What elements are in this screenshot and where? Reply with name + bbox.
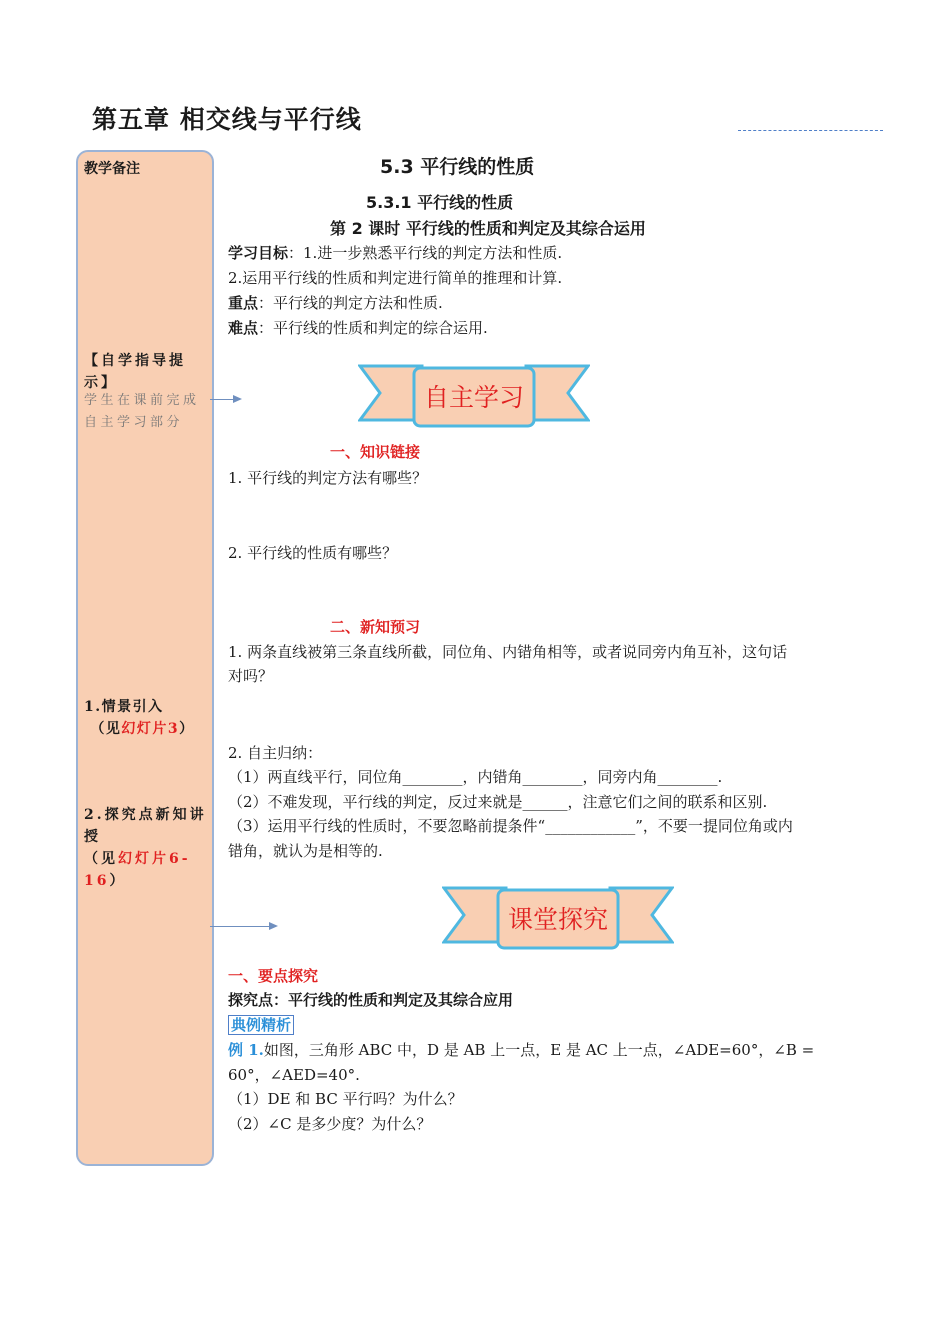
sidebar-item-explore — [84, 804, 208, 892]
banner-class-explore — [442, 884, 674, 952]
knowledge-link-heading: 一、知识链接 — [330, 443, 421, 461]
self-guide-heading: 【自学指导提示】 — [84, 353, 186, 391]
example-statement-cont: 60°，∠AED=40°. — [228, 1066, 360, 1084]
learning-goals: 学习目标：1.进一步熟悉平行线的判定方法和性质. — [228, 244, 563, 262]
chapter-title: 第五章 相交线与平行线 — [92, 105, 362, 134]
sidebar-item-ref: （见幻灯片3） — [90, 721, 195, 737]
question-item: 1. 两条直线被第三条直线所截，同位角、内错角相等，或者说同旁内角互补，这句话 — [228, 643, 788, 661]
section-title: 5.3 平行线的性质 — [380, 156, 535, 178]
summary-item: （1）两直线平行，同位角________，内错角________，同旁内角________. — [228, 768, 723, 786]
banner-label: 自主学习 — [423, 383, 525, 412]
sidebar-item-scenario — [84, 696, 208, 740]
key-point: 重点：平行线的判定方法和性质. — [228, 294, 443, 312]
explore-point: 探究点：平行线的性质和判定及其综合应用 — [228, 991, 514, 1009]
summary-item-cont: 错角，就认为是相等的. — [228, 842, 383, 860]
difficult-point: 难点：平行线的性质和判定的综合运用. — [228, 319, 488, 337]
arrow-right-icon — [210, 399, 240, 400]
sidebar-item-label: 2.探究点新知讲授 — [84, 807, 207, 845]
example-statement: 例 1.如图，三角形 ABC 中，D 是 AB 上一点，E 是 AC 上一点，∠ADE=60°，∠B = — [228, 1041, 815, 1059]
example-question: （1）DE 和 BC 平行吗？为什么？ — [228, 1090, 463, 1108]
question-item-cont: 对吗？ — [228, 667, 274, 685]
example-tag: 典例精析 — [228, 1013, 294, 1037]
learning-goals-line2: 2.运用平行线的性质和判定进行简单的推理和计算. — [228, 269, 563, 287]
sidebar-item-ref: （见幻灯片6-16） — [84, 851, 191, 889]
section-subtitle: 5.3.1 平行线的性质 — [366, 193, 514, 212]
header-dotted-rule — [738, 130, 883, 131]
preview-heading: 二、新知预习 — [330, 618, 421, 636]
banner-self-study — [358, 362, 590, 430]
lesson-title: 第 2 课时 平行线的性质和判定及其综合运用 — [330, 219, 646, 238]
key-explore-heading: 一、要点探究 — [228, 967, 319, 985]
arrow-right-icon — [210, 926, 276, 927]
example-question: （2）∠C 是多少度？为什么？ — [228, 1115, 432, 1133]
summary-item: （3）运用平行线的性质时，不要忽略前提条件“____________”，不要一提同位角或内 — [228, 817, 793, 835]
teaching-notes-sidebar — [76, 150, 214, 1166]
summary-item: （2）不难发现，平行线的判定，反过来就是______，注意它们之间的联系和区别. — [228, 793, 768, 811]
self-guide-text: 学生在课前完成自主学习部分 — [84, 393, 200, 430]
question-item: 1. 平行线的判定方法有哪些？ — [228, 469, 428, 487]
sidebar-title: 教学备注 — [84, 161, 140, 177]
sidebar-item-label: 1.情景引入 — [84, 699, 164, 715]
question-item: 2. 平行线的性质有哪些？ — [228, 544, 398, 562]
banner-label: 课堂探究 — [507, 905, 609, 934]
question-item: 2. 自主归纳： — [228, 744, 323, 762]
